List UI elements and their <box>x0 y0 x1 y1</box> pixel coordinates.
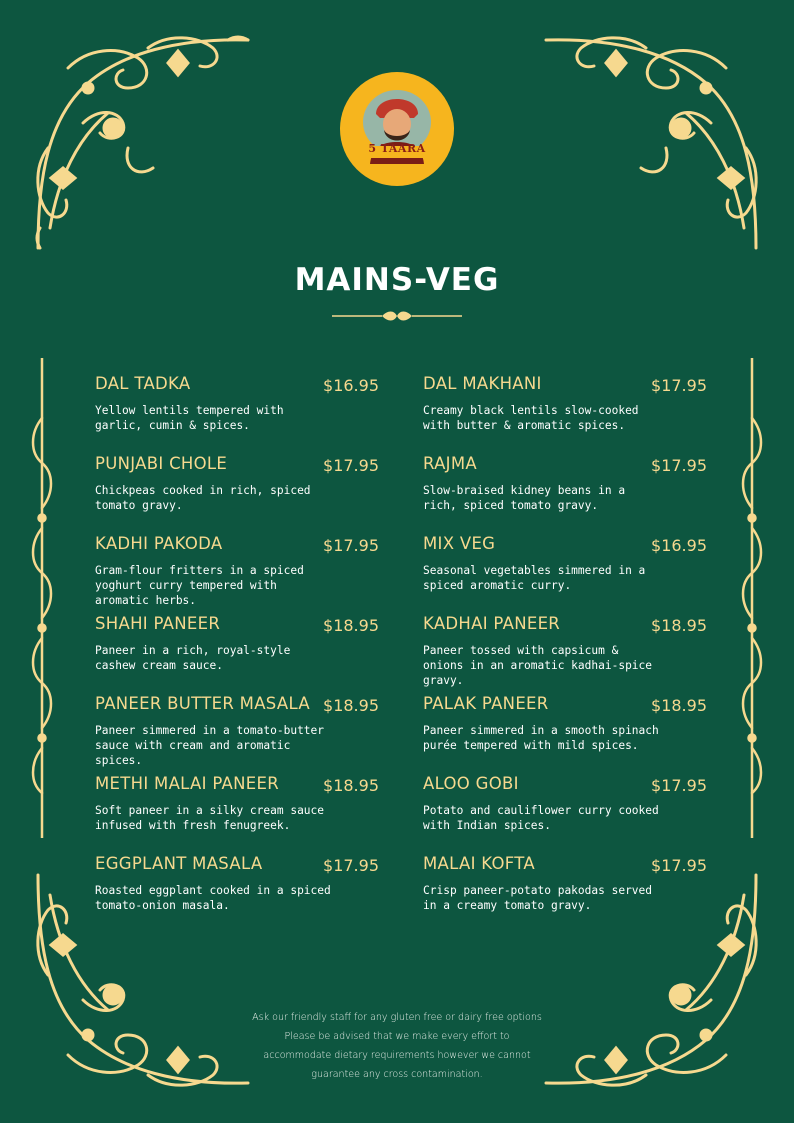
dish-description: Paneer simmered in a tomato-butter sauce with cream and aromatic spices. <box>95 724 325 767</box>
dish-description: Seasonal vegetables simmered in a spiced aromatic curry. <box>423 564 646 592</box>
dish-description: Paneer simmered in a smooth spinach purée tempered with mild spices. <box>423 724 659 752</box>
dish-description: Gram-flour fritters in a spiced yoghurt curry tempered with aromatic herbs. <box>95 564 304 607</box>
dietary-note-line: Ask our friendly staff for any gluten free or dairy free options <box>252 1012 542 1023</box>
side-flourish-icon <box>30 358 54 838</box>
dish-name: SHAHI PANEER <box>95 614 221 633</box>
menu-item <box>423 612 707 692</box>
dish-name: METHI MALAI PANEER <box>95 774 279 793</box>
dish-description: Potato and cauliflower curry cooked with Indian spices. <box>423 804 659 832</box>
menu-item <box>423 452 707 532</box>
dish-price: $17.95 <box>323 536 379 555</box>
dish-price: $18.95 <box>323 776 379 795</box>
menu-item <box>423 532 707 612</box>
dish-name: RAJMA <box>423 454 477 473</box>
restaurant-logo <box>340 72 454 186</box>
dish-price: $17.95 <box>323 456 379 475</box>
dish-name: KADHAI PANEER <box>423 614 561 633</box>
dish-name: DAL TADKA <box>95 374 191 393</box>
menu-column-right <box>423 372 707 932</box>
menu-column-left <box>95 372 379 932</box>
dish-price: $16.95 <box>651 536 707 555</box>
menu-item <box>95 612 379 692</box>
dish-price: $17.95 <box>651 456 707 475</box>
dish-name: KADHI PAKODA <box>95 534 223 553</box>
menu-item <box>95 452 379 532</box>
dish-description: Crisp paneer-potato pakodas served in a creamy tomato gravy. <box>423 884 653 912</box>
dish-name: MIX VEG <box>423 534 496 553</box>
dish-price: $17.95 <box>651 856 707 875</box>
menu-item <box>95 692 379 772</box>
menu-item <box>95 772 379 852</box>
dietary-note-line: guarantee any cross contamination. <box>311 1069 483 1080</box>
turbaned-chef-logo-icon <box>340 72 454 186</box>
dish-price: $18.95 <box>651 616 707 635</box>
dish-name: PUNJABI CHOLE <box>95 454 228 473</box>
dish-name: MALAI KOFTA <box>423 854 535 873</box>
menu-item <box>423 772 707 852</box>
menu-item <box>95 852 379 932</box>
dish-price: $18.95 <box>651 696 707 715</box>
dish-description: Yellow lentils tempered with garlic, cumin & spices. <box>95 404 284 432</box>
corner-ornament-icon <box>28 28 258 258</box>
logo-wordmark: 5 TAARA <box>368 142 426 155</box>
menu-item <box>423 372 707 452</box>
dish-name: PALAK PANEER <box>423 694 549 713</box>
menu-item <box>423 852 707 932</box>
dish-price: $16.95 <box>323 376 379 395</box>
dish-description: Soft paneer in a silky cream sauce infused with fresh fenugreek. <box>95 804 325 832</box>
dish-description: Slow-braised kidney beans in a rich, spiced tomato gravy. <box>423 484 626 512</box>
dish-name: ALOO GOBI <box>423 774 519 793</box>
dish-price: $18.95 <box>323 696 379 715</box>
dish-description: Roasted eggplant cooked in a spiced tomato-onion masala. <box>95 884 331 912</box>
dish-description: Paneer in a rich, royal-style cashew cream sauce. <box>95 644 291 672</box>
dish-name: EGGPLANT MASALA <box>95 854 263 873</box>
menu-item <box>95 532 379 612</box>
side-flourish-icon <box>740 358 764 838</box>
dish-price: $17.95 <box>651 776 707 795</box>
dish-name: DAL MAKHANI <box>423 374 542 393</box>
dish-description: Creamy black lentils slow-cooked with butter & aromatic spices. <box>423 404 639 432</box>
dietary-note-line: Please be advised that we make every effort to <box>284 1031 510 1042</box>
dish-name: PANEER BUTTER MASALA <box>95 694 310 713</box>
corner-ornament-icon <box>536 28 766 258</box>
menu-item <box>423 692 707 772</box>
dietary-note <box>0 1008 794 1084</box>
dietary-note-line: accommodate dietary requirements however we cannot <box>263 1050 531 1061</box>
dish-description: Paneer tossed with capsicum & onions in an aromatic kadhai-spice gravy. <box>423 644 653 687</box>
page-title: MAINS-VEG <box>294 262 500 298</box>
title-divider-icon <box>332 310 462 322</box>
dish-description: Chickpeas cooked in rich, spiced tomato gravy. <box>95 484 311 512</box>
menu-item <box>95 372 379 452</box>
dish-price: $18.95 <box>323 616 379 635</box>
dish-price: $17.95 <box>323 856 379 875</box>
dish-price: $17.95 <box>651 376 707 395</box>
